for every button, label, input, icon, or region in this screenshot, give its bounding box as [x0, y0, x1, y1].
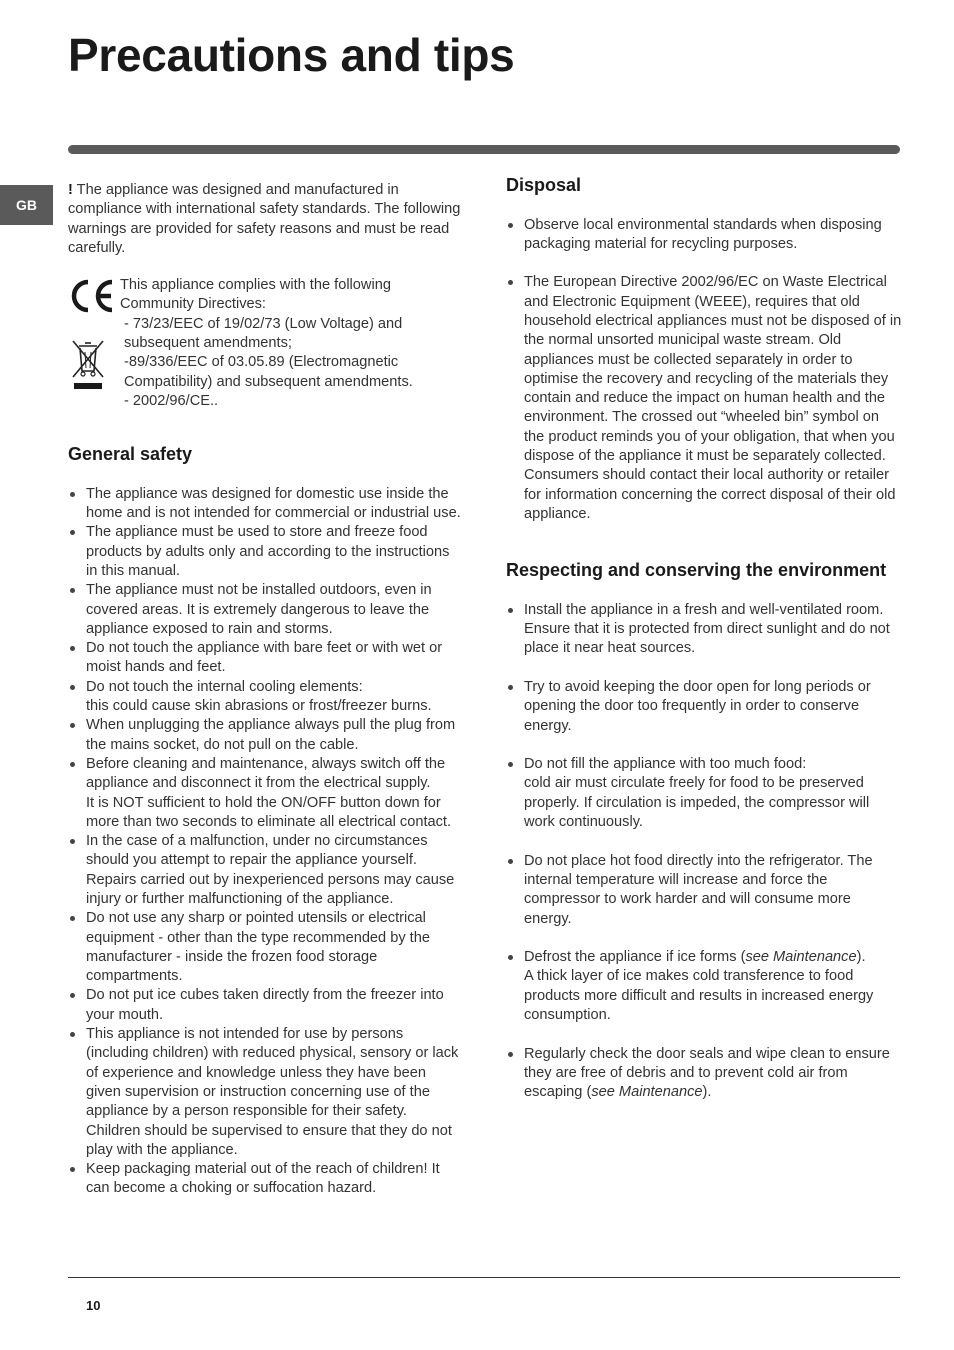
- bottom-divider: [68, 1277, 900, 1278]
- list-item: Install the appliance in a fresh and well-ventilated room. Ensure that it is protected from direct sunlight and do not place it near heat sources.: [506, 601, 902, 659]
- list-item: Do not place hot food directly into the refrigerator. The internal temperature will increase and force the compressor to work harder and will consume more energy.: [506, 852, 902, 929]
- disposal-list: [506, 216, 902, 525]
- crossed-out-wheeled-bin-icon: [70, 338, 106, 390]
- warning-mark: !: [68, 182, 73, 198]
- intro-text: The appliance was designed and manufactured in compliance with international safety standards. The following warnings are provided for safety reasons and must be read carefully.: [68, 182, 461, 256]
- list-item: [506, 948, 902, 1025]
- ce-mark-icon: [68, 278, 118, 314]
- left-column: [68, 181, 463, 1199]
- environment-heading: Respecting and conserving the environment: [506, 560, 887, 581]
- item-text: Regularly check the door seals and wipe clean to ensure they are free of debris and to prevent cold air from escaping (: [524, 1045, 890, 1101]
- list-item: Before cleaning and maintenance, always switch off the appliance and disconnect it from the electrical supply. It is NOT sufficient to hold the ON/OFF button down for more than two seconds to eliminate all electrical contact.: [68, 755, 463, 832]
- item-text: ). A thick layer of ice makes cold transference to food products more difficult and results in increased energy consumption.: [524, 949, 874, 1023]
- list-item: Try to avoid keeping the door open for long periods or opening the door too frequently in order to conserve energy.: [506, 678, 902, 736]
- list-item: Do not fill the appliance with too much food: cold air must circulate freely for food to be preserved properly. If circulation is impeded, the compressor will work continuously.: [506, 755, 902, 832]
- list-item: Do not use any sharp or pointed utensils or electrical equipment - other than the type recommended by the manufacturer - inside the frozen food storage compartments.: [68, 909, 463, 986]
- environment-list: [506, 601, 902, 1103]
- directive-line: -89/336/EEC of 03.05.89 (Electromagnetic Compatibility) and subsequent amendments.: [124, 354, 413, 390]
- directive-line: This appliance complies with the following Community Directives:: [120, 277, 391, 313]
- list-item: The appliance must not be installed outdoors, even in covered areas. It is extremely dangerous to leave the appliance exposed to rain and storms.: [68, 581, 463, 639]
- item-text: Defrost the appliance if ice forms (: [524, 949, 746, 966]
- list-item: This appliance is not intended for use by persons (including children) with reduced physical, sensory or lack of experience and knowledge unless they have been given supervision or instruction concerning use of the appliance by a person responsible for their safety. Children should be supervised to ensure that they do not play with the appliance.: [68, 1025, 463, 1160]
- list-item: Do not put ice cubes taken directly from the freezer into your mouth.: [68, 986, 463, 1025]
- general-safety-list: [68, 485, 463, 1199]
- top-divider: [68, 145, 900, 154]
- list-item: The appliance was designed for domestic use inside the home and is not intended for commercial or industrial use.: [68, 485, 463, 524]
- directives-block: [68, 276, 463, 411]
- list-item: In the case of a malfunction, under no circumstances should you attempt to repair the appliance yourself. Repairs carried out by inexperienced persons may cause injury or further malfunctioning of the appliance.: [68, 832, 463, 909]
- general-safety-heading: General safety: [68, 444, 193, 465]
- item-text: ).: [702, 1084, 712, 1101]
- list-item: Keep packaging material out of the reach of children! It can become a choking or suffocation hazard.: [68, 1160, 463, 1199]
- list-item: Do not touch the appliance with bare feet or with wet or moist hands and feet.: [68, 639, 463, 678]
- list-item: [506, 1045, 902, 1103]
- list-item: The European Directive 2002/96/EC on Waste Electrical and Electronic Equipment (WEEE), requires that old household electrical appliances must not be disposed of in the normal unsorted municipal waste stream. Old appliances must be collected separately in order to optimise the recovery and recycling of the materials they contain and reduce the impact on human health and the environment. The crossed out “wheeled bin” symbol on the product reminds you of your obligation, that when you dispose of the appliance it must be separately collected. Consumers should contact their local authority or retailer for information concerning the correct disposal of their old appliance.: [506, 273, 902, 524]
- list-item: Do not touch the internal cooling elements: this could cause skin abrasions or frost/freezer burns.: [68, 678, 463, 717]
- list-item: Observe local environmental standards when disposing packaging material for recycling purposes.: [506, 216, 902, 255]
- list-item: When unplugging the appliance always pull the plug from the mains socket, do not pull on the cable.: [68, 716, 463, 755]
- intro-paragraph: [68, 181, 463, 258]
- page-title: Precautions and tips: [68, 29, 515, 81]
- directive-line: - 73/23/EEC of 19/02/73 (Low Voltage) and subsequent amendments;: [124, 315, 403, 352]
- list-item: The appliance must be used to store and freeze food products by adults only and according to the instructions in this manual.: [68, 523, 463, 581]
- right-column: [506, 176, 902, 1102]
- maintenance-reference: see Maintenance: [745, 949, 857, 966]
- disposal-heading: Disposal: [506, 175, 582, 195]
- maintenance-reference: see Maintenance: [591, 1084, 703, 1101]
- page-number: 10: [86, 1298, 101, 1313]
- directive-line: - 2002/96/CE..: [124, 392, 219, 409]
- language-tab: GB: [0, 185, 53, 225]
